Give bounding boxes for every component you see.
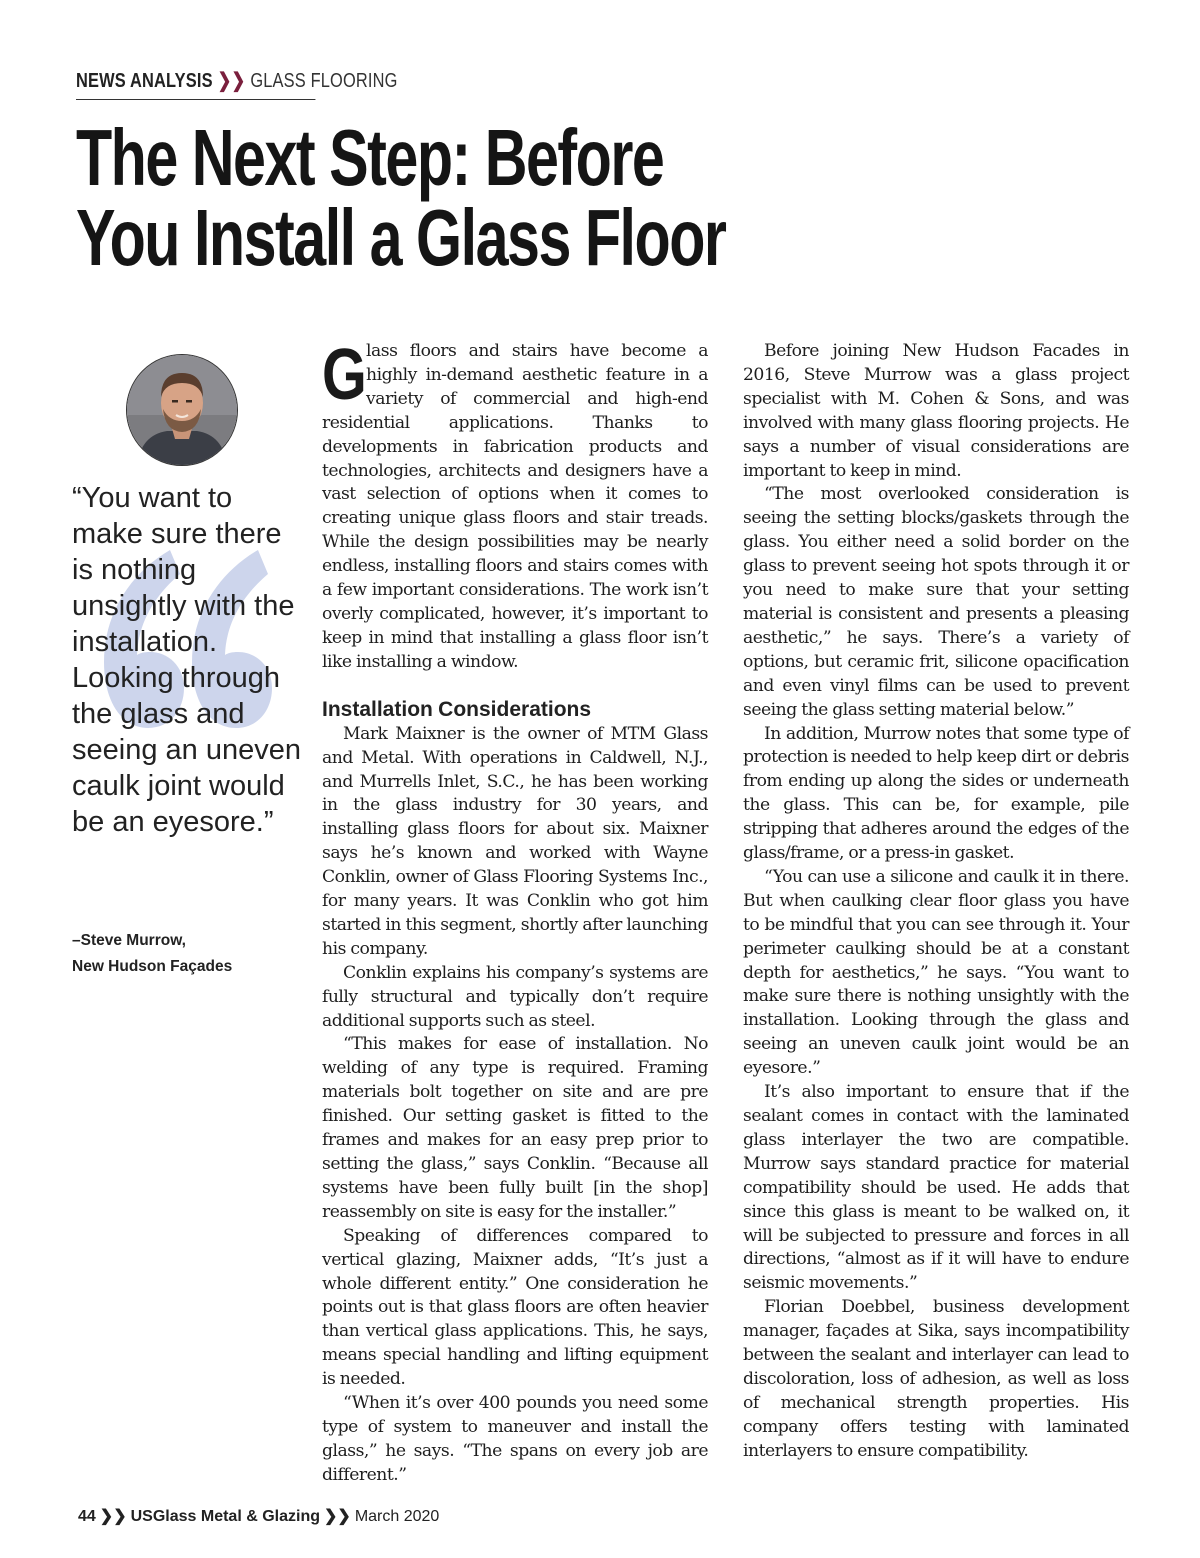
paragraph: Conklin explains his company’s systems are fully structural and typically don’t require additional supports such as steel. <box>322 962 708 1031</box>
footer-separator: ❯❯ <box>99 1508 127 1525</box>
lead-paragraph <box>322 335 708 675</box>
topic-label: GLASS FLOORING <box>250 70 398 92</box>
paragraph: “You can use a silicone and caulk it in there. But when caulking clear floor glass you have to be mindful that you can see through it. Your perimeter caulking should be at a constant depth for aesthetics,” he says. “You want to make sure there is nothing unsightly with the installation. Looking through the glass and seeing an uneven caulk joint would be an eyesore.” <box>743 866 1129 1079</box>
paragraph: “The most overlooked consideration is seeing the setting blocks/gaskets through the glass. You either need a solid border on the glass to prevent seeing hot spots through it or you need to make sure that your setting material is consistent and presents a pleasing aesthetic,” he says. There’s a variety of options, but ceramic frit, silicone opacification and even vinyl films can be used to prevent seeing the glass setting material below.” <box>743 484 1129 720</box>
article-column-right <box>743 340 1129 1464</box>
paragraph: Mark Maixner is the owner of MTM Glass and Metal. With operations in Caldwell, N.J., and Murrells Inlet, S.C., he has been working in the glass industry for 30 years, and installing glass floors for about six. Maixner says he’s known and worked with Wayne Conklin, owner of Glass Flooring Systems Inc., for many years. It was Conklin who got him started in this segment, shortly after launching his company. <box>322 723 708 959</box>
paragraph: Before joining New Hudson Facades in 2016, Steve Murrow was a glass project specialist with M. Cohen & Sons, and was involved with many glass flooring projects. He says a number of visual considerations are important to keep in mind. <box>743 341 1129 481</box>
section-label: NEWS ANALYSIS <box>76 70 213 92</box>
footer-separator: ❯❯ <box>324 1508 351 1525</box>
headline-line-1: The Next Step: Before <box>76 113 664 202</box>
section-subhead: Installation Considerations <box>322 697 592 721</box>
section-kicker <box>76 68 398 100</box>
attribution-company: New Hudson Façades <box>72 958 233 975</box>
lead-text: lass floors and stairs have become a highly in-demand aesthetic feature in a variety of commercial and high-end residential applications. Thanks to developments in fabrication products and technologies, architects and designers have a vast selection of options when it comes to creating unique glass floors and stair treads. While the design possibilities may be nearly endless, installing floors and stairs comes with a few important considerations. The work isn’t overly complicated, however, it’s important to keep in mind that installing a glass floor isn’t like installing a window. <box>322 341 708 672</box>
paragraph: Speaking of differences compared to vertical glazing, Maixner adds, “It’s just a whole different entity.” One consideration he points out is that glass floors are often heavier than vertical glass applications. This, he says, means special handling and lifting equipment is needed. <box>322 1225 708 1390</box>
page-number: 44 <box>78 1508 96 1525</box>
article-column-middle <box>322 335 708 1488</box>
paragraph: It’s also important to ensure that if the sealant comes in contact with the laminated glass interlayer the two are compatible. Murrow says standard practice for material compatibility should be used. He adds that since this glass is meant to be walked on, it will be subjected to pressure and forces in all directions, “almost as if it will have to endure seismic movements.” <box>743 1082 1129 1294</box>
portrait-illustration <box>127 355 237 465</box>
paragraph: “This makes for ease of installation. No welding of any type is required. Framing materials bolt together on site and are pre finished. Our setting gasket is fitted to the frames and makes for an easy prep prior to setting the glass,” says Conklin. “Because all systems have been fully built [in the shop] reassembly on site is easy for the installer.” <box>322 1034 708 1222</box>
paragraph: Florian Doebbel, business development manager, façades at Sika, says incompatibility between the sealant and interlayer can lead to discoloration, loss of adhesion, as well as loss of mechanical strength properties. His company offers testing with laminated interlayers to ensure compatibility. <box>743 1297 1129 1461</box>
page-footer <box>78 1506 439 1526</box>
attribution-name: –Steve Murrow, <box>72 932 186 949</box>
headline-line-2: You Install a Glass Floor <box>76 193 726 282</box>
headline <box>76 113 726 282</box>
quote-attribution <box>72 928 302 980</box>
publication-name: USGlass Metal & Glazing <box>130 1508 320 1525</box>
pull-quote: “You want to make sure there is nothing unsightly with the installation. Looking through the glass and seeing an uneven caulk joint would be an eyesore.” <box>72 482 301 838</box>
kicker-separator: ❯❯ <box>217 70 246 92</box>
paragraph: In addition, Murrow notes that some type of protection is needed to help keep dirt or debris from ending up along the sides or underneath the glass. This can be, for example, pile stripping that adheres around the edges of the glass/frame, or a press-in gasket. <box>743 723 1129 864</box>
issue-date: March 2020 <box>354 1508 440 1525</box>
paragraph: “When it’s over 400 pounds you need some type of system to maneuver and install the glass,” he says. “The spans on every job are different.” <box>322 1393 708 1485</box>
drop-cap: G <box>322 335 367 415</box>
author-photo <box>126 354 238 466</box>
